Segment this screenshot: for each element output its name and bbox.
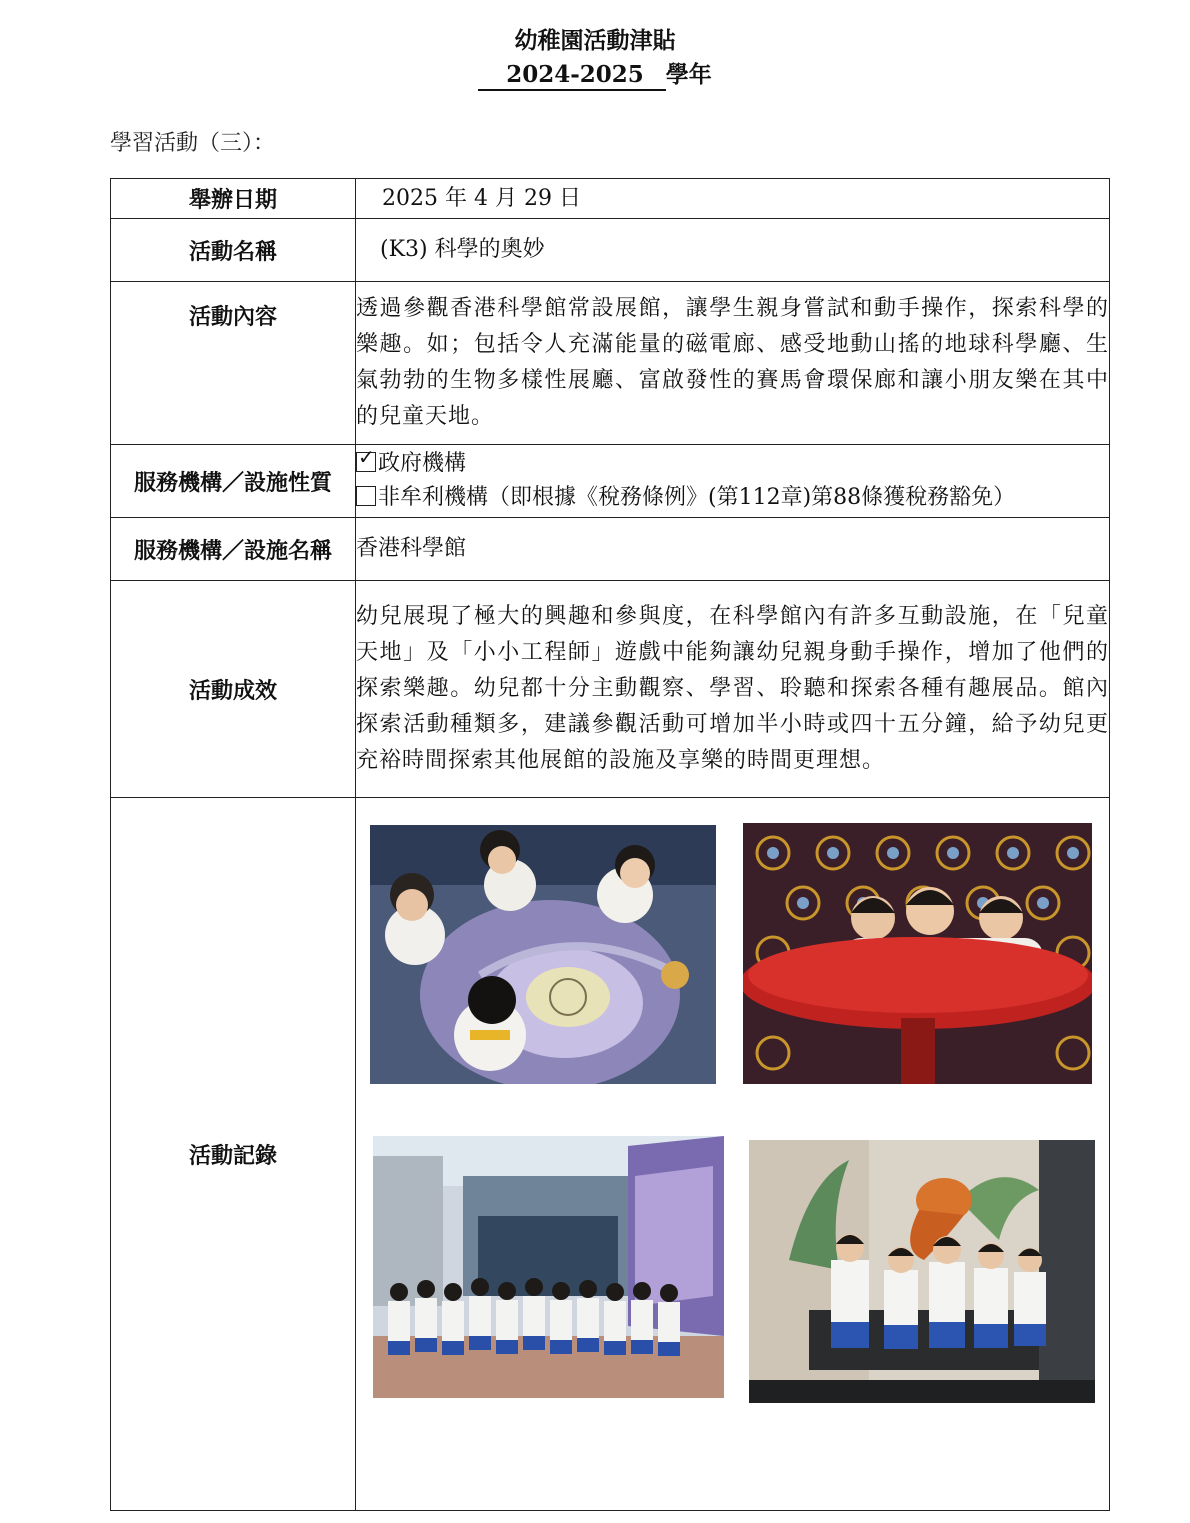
activity-record-label: 活動記錄 bbox=[111, 798, 356, 1511]
school-year-suffix: 學年 bbox=[665, 61, 712, 88]
activity-effect-value: 幼兒展現了極大的興趣和參與度，在科學館內有許多互動設施，在「兒童天地」及「小小工程師」遊戲中能夠讓幼兒親身動手操作，增加了他們的探索樂趣。幼兒都十分主動觀察、學習、聆聽和探索各種有趣展品。館內探索活動種類多，建議參觀活動可增加半小時或四十五分鐘，給予幼兒更充裕時間探索其他展館的設施及享樂的時間更理想。 bbox=[356, 581, 1110, 798]
school-year-value: 2024-2025 bbox=[478, 62, 666, 91]
activity-name-label: 活動名稱 bbox=[111, 219, 356, 282]
date-value: 2025 年 4 月 29 日 bbox=[356, 179, 1110, 219]
photo-group-museum-entrance bbox=[373, 1136, 724, 1398]
unchecked-box-icon[interactable] bbox=[356, 486, 376, 506]
org-type-option-nonprofit[interactable] bbox=[356, 481, 1109, 515]
section-label: 學習活動（三）： bbox=[110, 131, 276, 156]
row-org-type bbox=[111, 445, 1110, 518]
facility-name-value: 香港科學館 bbox=[356, 518, 1110, 581]
activity-content-value: 透過參觀香港科學館常設展館，讓學生親身嘗試和動手操作，探索科學的樂趣。如；包括令人充滿能量的磁電廊、感受地動山搖的地球科學廳、生氣勃勃的生物多樣性展廳、富啟發性的賽馬會環保廊和讓小朋友樂在其中的兒童天地。 bbox=[356, 282, 1110, 445]
row-activity-name bbox=[111, 219, 1110, 282]
form-title: 幼稚園活動津貼 bbox=[514, 27, 676, 54]
row-date bbox=[111, 179, 1110, 219]
row-facility-name bbox=[111, 518, 1110, 581]
activity-effect-label: 活動成效 bbox=[111, 581, 356, 798]
school-year bbox=[0, 56, 1190, 91]
photo-children-exhibit bbox=[370, 825, 716, 1084]
org-type-option-label: 政府機構 bbox=[378, 451, 467, 476]
org-type-options bbox=[356, 445, 1110, 518]
org-type-option-label: 非牟利機構（即根據《稅務條例》(第112章)第88條獲稅務豁免） bbox=[378, 485, 1016, 510]
row-activity-effect bbox=[111, 581, 1110, 798]
facility-name-label: 服務機構／設施名稱 bbox=[111, 518, 356, 581]
checked-box-icon[interactable]: ✓ bbox=[356, 452, 376, 472]
date-label: 舉辦日期 bbox=[111, 179, 356, 219]
row-activity-content bbox=[111, 282, 1110, 445]
activity-content-label: 活動內容 bbox=[111, 282, 356, 445]
activity-name-value: (K3) 科學的奧妙 bbox=[356, 219, 1110, 282]
org-type-option-government[interactable] bbox=[356, 447, 1109, 481]
org-type-label: 服務機構／設施性質 bbox=[111, 445, 356, 518]
photo-children-dinosaur bbox=[749, 1140, 1095, 1403]
photo-children-red-table bbox=[743, 823, 1092, 1084]
